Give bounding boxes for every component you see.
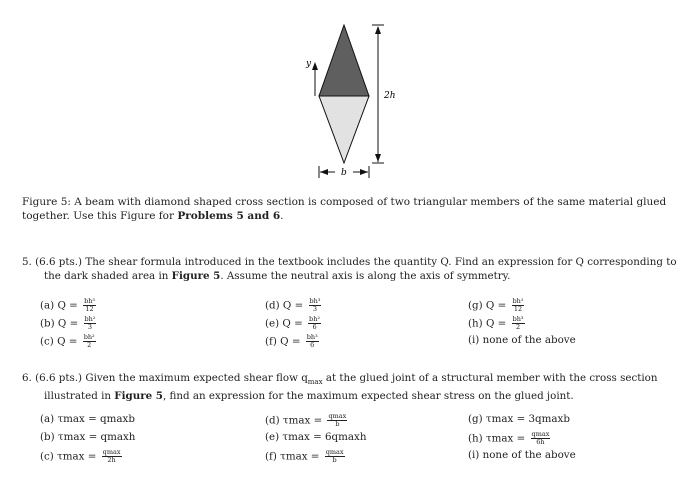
fraction-denominator: 3 bbox=[87, 323, 93, 331]
fraction-numerator: qmax bbox=[102, 448, 121, 456]
option-label: (g) Q = bbox=[468, 299, 510, 312]
fraction-numerator: qmax bbox=[325, 448, 344, 456]
problem5-option-a[interactable] bbox=[40, 298, 96, 313]
caption-prefix: Figure 5: bbox=[22, 196, 71, 208]
option-label: (b) Q = bbox=[40, 317, 82, 330]
fraction-denominator: 6 bbox=[312, 323, 317, 331]
problem6-option-b[interactable] bbox=[40, 431, 135, 443]
fraction-denominator: 6 bbox=[310, 341, 315, 349]
problem6-option-c[interactable] bbox=[40, 449, 122, 464]
option-fraction bbox=[84, 316, 97, 331]
fraction-denominator: 12 bbox=[85, 305, 94, 313]
option-label: (f) τmax = bbox=[265, 450, 323, 463]
option-fraction bbox=[327, 413, 347, 428]
caption-text: A beam with diamond shaped cross section is composed of two triangular members of the same material glued together. Use this Figure for bbox=[22, 196, 667, 222]
option-label: (a) Q = bbox=[40, 299, 82, 312]
option-label: (d) Q = bbox=[265, 299, 307, 312]
fraction-numerator: bh² bbox=[84, 315, 96, 323]
option-fraction bbox=[83, 298, 96, 313]
height-arrowhead-top bbox=[375, 26, 381, 34]
problem-6 bbox=[22, 372, 682, 403]
problem6-option-a[interactable] bbox=[40, 413, 135, 425]
y-axis-arrowhead bbox=[312, 62, 318, 70]
fraction-denominator: 6h bbox=[536, 438, 545, 446]
problem-5 bbox=[22, 256, 682, 283]
fraction-denominator: 2 bbox=[87, 341, 92, 349]
problem5-option-i[interactable] bbox=[468, 334, 576, 346]
problem5-option-h[interactable] bbox=[468, 316, 525, 331]
option-fraction bbox=[306, 334, 319, 349]
fraction-denominator: 2 bbox=[515, 323, 521, 331]
option-label: (i) none of the above bbox=[468, 449, 576, 461]
option-label: (h) Q = bbox=[468, 317, 510, 330]
option-label: (d) τmax = bbox=[265, 414, 326, 427]
fraction-denominator: b bbox=[335, 420, 340, 428]
base-arrowhead-left bbox=[320, 169, 328, 175]
problem6-option-d[interactable] bbox=[265, 413, 347, 428]
option-fraction bbox=[325, 449, 345, 464]
option-fraction bbox=[531, 431, 551, 446]
caption-bold: Problems 5 and 6 bbox=[177, 210, 281, 222]
problem5-option-d[interactable] bbox=[265, 298, 321, 313]
y-axis-label: y bbox=[306, 59, 312, 69]
option-fraction bbox=[512, 298, 525, 313]
option-label: (g) τmax = 3qmaxb bbox=[468, 413, 570, 425]
option-fraction bbox=[308, 316, 321, 331]
problem5-option-g[interactable] bbox=[468, 298, 524, 313]
option-label: (a) τmax = qmaxb bbox=[40, 413, 135, 425]
fraction-numerator: qmax bbox=[328, 412, 347, 420]
height-arrowhead-bottom bbox=[375, 154, 381, 162]
problem6-option-i[interactable] bbox=[468, 449, 576, 461]
option-fraction bbox=[102, 449, 122, 464]
dark-upper-triangle bbox=[319, 25, 369, 96]
fraction-numerator: qmax bbox=[531, 430, 550, 438]
base-label: b bbox=[341, 168, 347, 178]
option-fraction bbox=[309, 298, 322, 313]
problem-5-text: 5. (6.6 pts.) The shear formula introduced in the textbook includes the quantity Q. Find an expression for Q corresponding to the dark shaded area in Figure 5. Assume the neutral axis is along the axis of symmetry. bbox=[22, 256, 677, 282]
fraction-denominator: 2h bbox=[107, 456, 116, 464]
option-label: (e) τmax = 6qmaxh bbox=[265, 431, 367, 443]
fraction-numerator: bh³ bbox=[512, 315, 524, 323]
fraction-numerator: bh² bbox=[512, 297, 524, 305]
fraction-denominator: b bbox=[332, 456, 337, 464]
fraction-numerator: bh³ bbox=[84, 297, 96, 305]
problem5-option-b[interactable] bbox=[40, 316, 96, 331]
option-label: (c) Q = bbox=[40, 335, 81, 348]
fraction-numerator: bh³ bbox=[306, 333, 318, 341]
option-label: (c) τmax = bbox=[40, 450, 100, 463]
caption-suffix: . bbox=[280, 210, 284, 222]
problem6-option-e[interactable] bbox=[265, 431, 366, 443]
problem6-option-f[interactable] bbox=[265, 449, 345, 464]
option-label: (i) none of the above bbox=[468, 334, 576, 346]
fraction-numerator: bh² bbox=[83, 333, 95, 341]
option-label: (f) Q = bbox=[265, 335, 304, 348]
diamond-cross-section-figure bbox=[0, 0, 700, 190]
fraction-denominator: 3 bbox=[312, 305, 318, 313]
option-fraction bbox=[83, 334, 96, 349]
problem-6-text: 6. (6.6 pts.) Given the maximum expected shear flow $q_{max}$ at the glued joint of a structural member with the cross section illustrated in Figure 5, find an expression for the maximum expected shear stress on the glued joint. bbox=[22, 372, 658, 402]
problem5-option-c[interactable] bbox=[40, 334, 96, 349]
base-arrowhead-right bbox=[360, 169, 368, 175]
fraction-numerator: bh² bbox=[309, 315, 320, 323]
option-fraction bbox=[512, 316, 525, 331]
fraction-numerator: bh³ bbox=[309, 297, 321, 305]
light-lower-triangle bbox=[319, 96, 369, 163]
problem6-option-g[interactable] bbox=[468, 413, 570, 425]
fraction-denominator: 12 bbox=[513, 305, 523, 313]
problem6-option-h[interactable] bbox=[468, 431, 550, 446]
problem5-option-f[interactable] bbox=[265, 334, 319, 349]
option-label: (e) Q = bbox=[265, 317, 307, 330]
option-label: (h) τmax = bbox=[468, 432, 529, 445]
problem5-option-e[interactable] bbox=[265, 316, 321, 331]
option-label: (b) τmax = qmaxh bbox=[40, 431, 136, 443]
height-label: 2h bbox=[384, 91, 396, 101]
figure-caption bbox=[22, 195, 682, 223]
